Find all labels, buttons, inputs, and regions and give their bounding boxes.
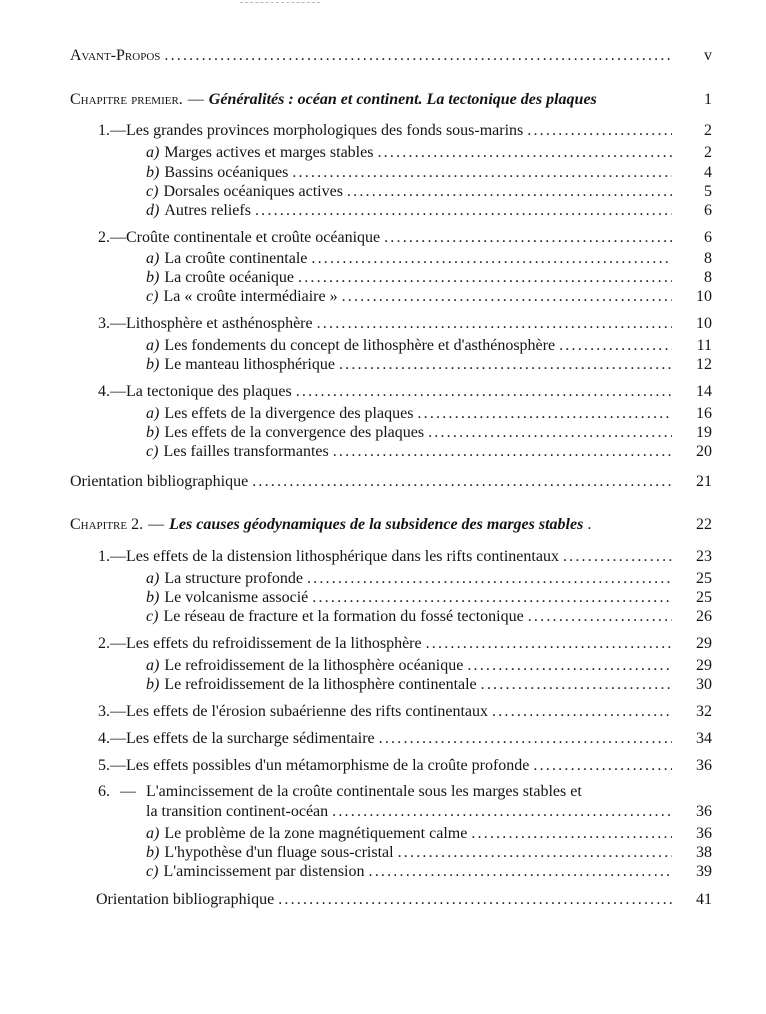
section-page: 29 xyxy=(696,635,712,652)
toc-subsection[interactable] xyxy=(146,248,712,269)
subsection-title: L'hypothèse d'un fluage sous-cristal xyxy=(164,844,394,861)
toc-subsection[interactable] xyxy=(146,655,712,676)
leader-dots xyxy=(492,701,672,722)
toc-subsection[interactable] xyxy=(146,606,712,627)
subsection-page: 25 xyxy=(696,589,712,606)
subsection-title: Le réseau de fracture et la formation du fossé tectonique xyxy=(163,608,524,625)
section-number: 4. xyxy=(98,730,110,747)
section-dash: — xyxy=(110,703,126,720)
subsection-title: Les effets de la convergence des plaques xyxy=(164,424,425,441)
chapter-2-heading[interactable] xyxy=(70,514,712,535)
leader-dots xyxy=(563,546,672,567)
section-page: 2 xyxy=(704,122,712,139)
toc-subsection[interactable] xyxy=(146,200,712,221)
subsection-title: Le refroidissement de la lithosphère continentale xyxy=(164,676,477,693)
bibliography-page: 41 xyxy=(696,891,712,908)
section-number: 2. xyxy=(98,635,110,652)
leader-dots xyxy=(292,162,672,183)
toc-subsection[interactable] xyxy=(146,403,712,424)
toc-section[interactable] xyxy=(98,633,712,654)
chapter-1-heading[interactable] xyxy=(70,89,712,110)
subsection-title: Les effets de la divergence des plaques xyxy=(164,405,414,422)
leader-dots xyxy=(471,823,672,844)
leader-dots xyxy=(332,801,672,822)
subsection-page: 6 xyxy=(704,202,712,219)
subsection-letter: a) xyxy=(146,825,160,842)
section-page: 34 xyxy=(696,730,712,747)
toc-subsection[interactable] xyxy=(146,354,712,375)
leader-dots xyxy=(527,120,672,141)
subsection-title: Marges actives et marges stables xyxy=(164,144,374,161)
leader-dots xyxy=(342,286,672,307)
subsection-letter: a) xyxy=(146,570,160,587)
toc-section-line2[interactable] xyxy=(146,801,712,822)
leader-dots xyxy=(426,633,672,654)
section-title: Les effets du refroidissement de la lithosphère xyxy=(126,635,422,652)
section-dash: — xyxy=(110,730,126,747)
subsection-letter: c) xyxy=(146,443,159,460)
leader-dots xyxy=(428,422,672,443)
leader-dots xyxy=(377,142,672,163)
subsection-letter: d) xyxy=(146,202,160,219)
subsection-title: La croûte continentale xyxy=(164,250,308,267)
subsection-letter: c) xyxy=(146,288,159,305)
chapter-1-dash: — xyxy=(187,91,204,108)
avant-propos-title: Avant-Propos xyxy=(70,47,161,64)
chapter-2-page: 22 xyxy=(696,516,712,533)
avant-propos-page: v xyxy=(704,47,712,64)
subsection-page: 36 xyxy=(696,825,712,842)
leader-dots xyxy=(298,267,672,288)
toc-subsection[interactable] xyxy=(146,286,712,307)
bibliography-title: Orientation bibliographique xyxy=(96,891,275,908)
subsection-letter: a) xyxy=(146,144,160,161)
toc-subsection[interactable] xyxy=(146,587,712,608)
section-number: 5. xyxy=(98,757,110,774)
subsection-letter: b) xyxy=(146,589,160,606)
subsection-page: 19 xyxy=(696,424,712,441)
subsection-page: 12 xyxy=(696,356,712,373)
leader-dots xyxy=(369,861,673,882)
toc-subsection[interactable] xyxy=(146,162,712,183)
subsection-title: La croûte océanique xyxy=(164,269,295,286)
toc-section[interactable] xyxy=(98,701,712,722)
toc-section[interactable] xyxy=(98,313,712,334)
toc-subsection[interactable] xyxy=(146,674,712,695)
section-title: Les grandes provinces morphologiques des fonds sous-marins xyxy=(126,122,524,139)
toc-subsection[interactable] xyxy=(146,441,712,462)
toc-subsection[interactable] xyxy=(146,861,712,882)
section-number: 1. xyxy=(98,122,110,139)
toc-subsection[interactable] xyxy=(146,823,712,844)
subsection-letter: b) xyxy=(146,676,160,693)
leader-dots xyxy=(339,354,672,375)
subsection-title: Le refroidissement de la lithosphère océanique xyxy=(164,657,464,674)
toc-avant-propos[interactable] xyxy=(70,45,712,66)
toc-subsection[interactable] xyxy=(146,181,712,202)
toc-subsection[interactable] xyxy=(146,142,712,163)
subsection-page: 30 xyxy=(696,676,712,693)
chapter-2-label: Chapitre 2. xyxy=(70,516,144,533)
toc-bibliography[interactable] xyxy=(96,889,712,910)
subsection-letter: c) xyxy=(146,183,159,200)
section-number: 3. xyxy=(98,315,110,332)
section-title: Croûte continentale et croûte océanique xyxy=(126,229,381,246)
subsection-page: 29 xyxy=(696,657,712,674)
section-page: 14 xyxy=(696,383,712,400)
section-title: Les effets de la surcharge sédimentaire xyxy=(126,730,375,747)
section-page: 32 xyxy=(696,703,712,720)
section-title-continuation: la transition continent-océan xyxy=(146,803,329,820)
section-dash: — xyxy=(110,229,126,246)
leader-dots xyxy=(467,655,672,676)
section-dash: — xyxy=(110,635,126,652)
subsection-title: Le manteau lithosphérique xyxy=(164,356,335,373)
bibliography-title: Orientation bibliographique xyxy=(70,473,249,490)
leader-dots xyxy=(379,728,672,749)
chapter-1-page: 1 xyxy=(704,91,712,108)
section-number: 4. xyxy=(98,383,110,400)
section-page: 6 xyxy=(704,229,712,246)
chapter-2-trailing-dot: . xyxy=(587,516,592,533)
subsection-title: Les fondements du concept de lithosphère et d'asthénosphère xyxy=(164,337,556,354)
toc-subsection[interactable] xyxy=(146,568,712,589)
section-title: Les effets de l'érosion subaérienne des rifts continentaux xyxy=(126,703,489,720)
subsection-title: Autres reliefs xyxy=(164,202,251,219)
section-page: 10 xyxy=(696,315,712,332)
subsection-page: 4 xyxy=(704,164,712,181)
toc-section[interactable] xyxy=(98,755,712,776)
section-title: Lithosphère et asthénosphère xyxy=(126,315,313,332)
toc-subsection[interactable] xyxy=(146,842,712,863)
subsection-letter: a) xyxy=(146,337,160,354)
subsection-page: 20 xyxy=(696,443,712,460)
subsection-title: Le problème de la zone magnétiquement calme xyxy=(164,825,468,842)
section-number: 2. xyxy=(98,229,110,246)
subsection-letter: a) xyxy=(146,250,160,267)
leader-dots xyxy=(417,403,672,424)
leader-dots xyxy=(255,200,672,221)
subsection-letter: b) xyxy=(146,844,160,861)
toc-subsection[interactable] xyxy=(146,267,712,288)
leader-dots xyxy=(296,381,672,402)
section-number: 6. xyxy=(98,783,110,800)
leader-dots xyxy=(252,471,672,492)
chapter-2-title: Les causes géodynamiques de la subsidence des marges stables xyxy=(169,516,584,533)
subsection-letter: b) xyxy=(146,269,160,286)
subsection-title: Les failles transformantes xyxy=(163,443,329,460)
leader-dots xyxy=(317,313,672,334)
toc-section-line1[interactable] xyxy=(98,781,712,802)
section-title: Les effets de la distension lithosphérique dans les rifts continentaux xyxy=(126,548,559,565)
toc-bibliography[interactable] xyxy=(70,471,712,492)
chapter-1-label: Chapitre premier. xyxy=(70,91,183,108)
toc-subsection[interactable] xyxy=(146,335,712,356)
leader-dots xyxy=(384,227,672,248)
section-dash: — xyxy=(110,757,126,774)
top-scan-mark xyxy=(240,2,320,3)
subsection-letter: b) xyxy=(146,424,160,441)
leader-dots xyxy=(311,248,672,269)
subsection-page: 16 xyxy=(696,405,712,422)
subsection-page: 2 xyxy=(704,144,712,161)
subsection-title: Bassins océaniques xyxy=(164,164,289,181)
section-title: Les effets possibles d'un métamorphisme de la croûte profonde xyxy=(126,757,530,774)
subsection-letter: b) xyxy=(146,164,160,181)
subsection-title: L'amincissement par distension xyxy=(163,863,365,880)
leader-dots xyxy=(347,181,672,202)
toc-section[interactable] xyxy=(98,120,712,141)
leader-dots xyxy=(312,587,672,608)
subsection-letter: a) xyxy=(146,657,160,674)
subsection-title: La « croûte intermédiaire » xyxy=(163,288,338,305)
section-dash: — xyxy=(110,122,126,139)
chapter-1-title: Généralités : océan et continent. La tectonique des plaques xyxy=(208,91,597,108)
toc-subsection[interactable] xyxy=(146,422,712,443)
subsection-page: 8 xyxy=(704,250,712,267)
section-number: 3. xyxy=(98,703,110,720)
subsection-title: Dorsales océaniques actives xyxy=(163,183,343,200)
leader-dots xyxy=(398,842,672,863)
bibliography-page: 21 xyxy=(696,473,712,490)
toc-section[interactable] xyxy=(98,381,712,402)
leader-dots xyxy=(278,889,672,910)
section-page: 36 xyxy=(696,757,712,774)
subsection-title: La structure profonde xyxy=(164,570,303,587)
subsection-page: 5 xyxy=(704,183,712,200)
subsection-page: 26 xyxy=(696,608,712,625)
subsection-title: Le volcanisme associé xyxy=(164,589,309,606)
section-dash: — xyxy=(110,383,126,400)
section-title: La tectonique des plaques xyxy=(126,383,292,400)
section-dash: — xyxy=(110,548,126,565)
section-page: 36 xyxy=(696,803,712,820)
leader-dots xyxy=(559,335,672,356)
toc-section[interactable] xyxy=(98,728,712,749)
subsection-page: 38 xyxy=(696,844,712,861)
leader-dots xyxy=(164,45,672,66)
subsection-page: 10 xyxy=(696,288,712,305)
leader-dots xyxy=(333,441,672,462)
subsection-letter: c) xyxy=(146,608,159,625)
section-number: 1. xyxy=(98,548,110,565)
subsection-letter: c) xyxy=(146,863,159,880)
section-dash: — xyxy=(110,315,126,332)
leader-dots xyxy=(528,606,672,627)
section-dash: — xyxy=(120,783,136,800)
leader-dots xyxy=(533,755,672,776)
subsection-letter: a) xyxy=(146,405,160,422)
section-title: L'amincissement de la croûte continentale sous les marges stables et xyxy=(146,783,582,800)
chapter-2-dash: — xyxy=(148,516,165,533)
subsection-page: 25 xyxy=(696,570,712,587)
subsection-letter: b) xyxy=(146,356,160,373)
section-page: 23 xyxy=(696,548,712,565)
subsection-page: 11 xyxy=(696,337,712,354)
leader-dots xyxy=(307,568,672,589)
subsection-page: 8 xyxy=(704,269,712,286)
subsection-page: 39 xyxy=(696,863,712,880)
leader-dots xyxy=(481,674,672,695)
toc-section[interactable] xyxy=(98,227,712,248)
toc-section[interactable] xyxy=(98,546,712,567)
